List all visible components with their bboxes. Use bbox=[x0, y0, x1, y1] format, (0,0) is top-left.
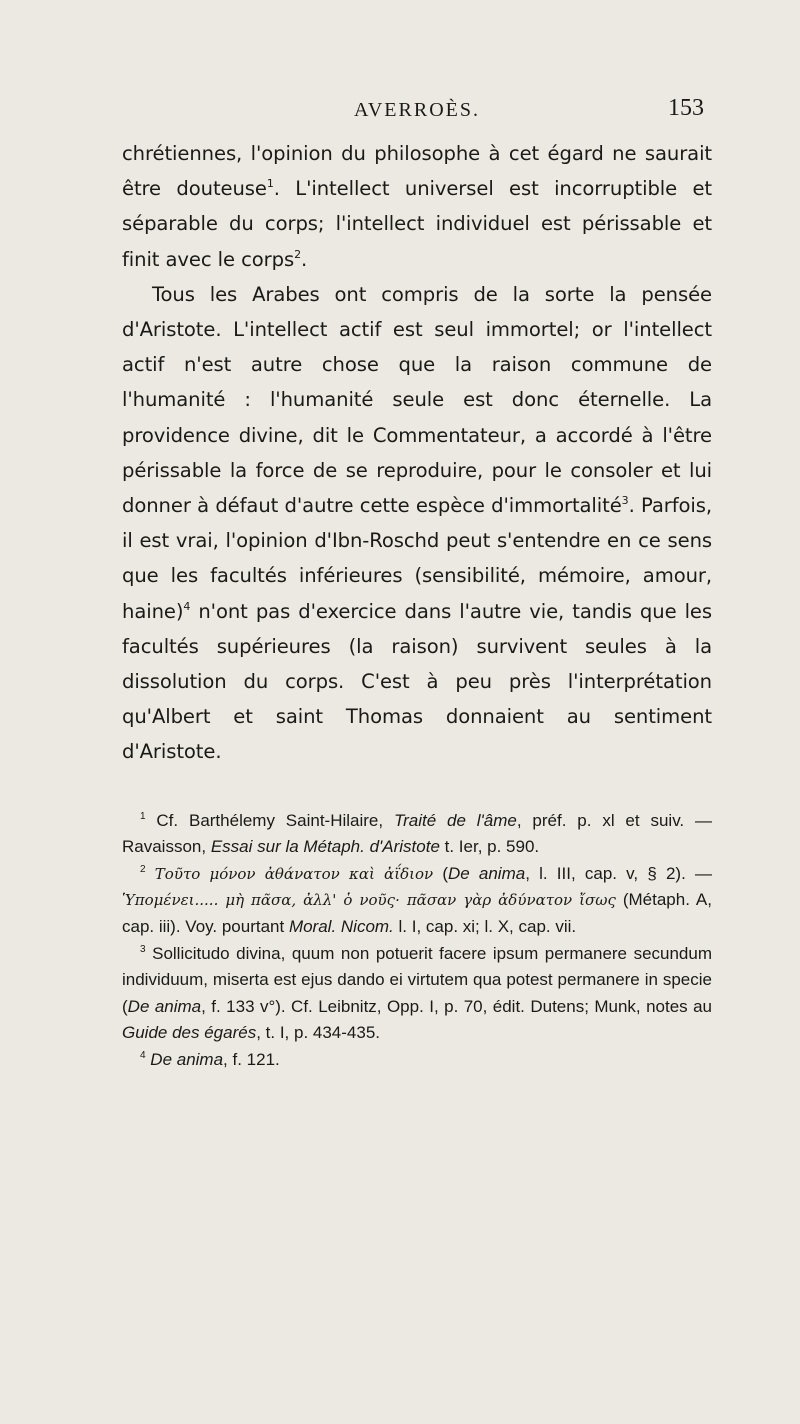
paragraph-1: chrétiennes, l'opinion du philosophe à cet égard ne saurait être douteuse$^1$. L'intellect universel est incorruptible et séparable du corps; l'intellect individuel est périssable et finit avec le corps$^2$. bbox=[122, 142, 713, 271]
footnote-ref-1: 1 bbox=[266, 177, 274, 191]
footnote-ref-2: 2 bbox=[294, 247, 301, 261]
footnote-3: $^3$ Sollicitudo divina, quum non potuerit facere ipsum permanere secundum individuum, miserta est ejus dando ei virtutem qua potest permanere in specie (De anima, f. 133 v°). Cf. Leibnitz, Opp. I, p. 70, édit. Dutens; Munk, notes au Guide des égarés, t. I, p. 434-435. bbox=[122, 943, 712, 1043]
footnote-1: $^1$ Cf. Barthélemy Saint-Hilaire, Traité de l'âme, préf. p. xl et suiv. —Ravaisson, Essai sur la Métaph. d'Aristote t. Ier, p. 590. bbox=[122, 810, 712, 857]
book-page bbox=[0, 93, 800, 1424]
main-text bbox=[122, 136, 712, 770]
footnote-4: $^4$ De anima, f. 121. bbox=[140, 1050, 280, 1069]
paragraph-2: Tous les Arabes ont compris de la sorte la pensée d'Aristote. L'intellect actif est seul immortel; or l'intellect actif n'est autre chose que la raison commune de l'humanité : l'humanité seule est donc éternelle. La providence divine, dit le Commentateur, a accordé à l'être périssable la force de se reproduire, pour le consoler et lui donner à défaut d'autre cette espèce d'immortalité$^3$. Parfois, il est vrai, l'opinion d'Ibn-Roschd peut s'entendre en ce sens que les facultés inférieures (sensibilité, mémoire, amour, haine)$^4$ n'ont pas d'exercice dans l'autre vie, tandis que les facultés supérieures (la raison) survivent seules à la dissolution du corps. C'est à peu près l'interprétation qu'Albert et saint Thomas donnaient au sentiment d'Aristote. bbox=[122, 282, 712, 764]
running-head bbox=[122, 93, 712, 127]
running-title: AVERROÈS. bbox=[354, 99, 480, 121]
footnote-ref-3: 3 bbox=[621, 494, 629, 508]
footnote-2: $^2$ Τοῦτο μόνον ἀθάνατον καὶ ἀΐδιον (De anima, l. III, cap. v, § 2). — Ὑπομένει..... μὴ πᾶσα, ἀλλ' ὁ νοῦς· πᾶσαν γὰρ ἀδύνατον ἴσως (Métaph. A, cap. iii). Voy. pourtant Moral. Nicom. l. I, cap. xi; l. X, cap. vii. bbox=[122, 863, 712, 937]
footnotes bbox=[122, 808, 712, 1074]
page-number: 153 bbox=[668, 95, 704, 121]
footnote-ref-4: 4 bbox=[183, 599, 191, 613]
